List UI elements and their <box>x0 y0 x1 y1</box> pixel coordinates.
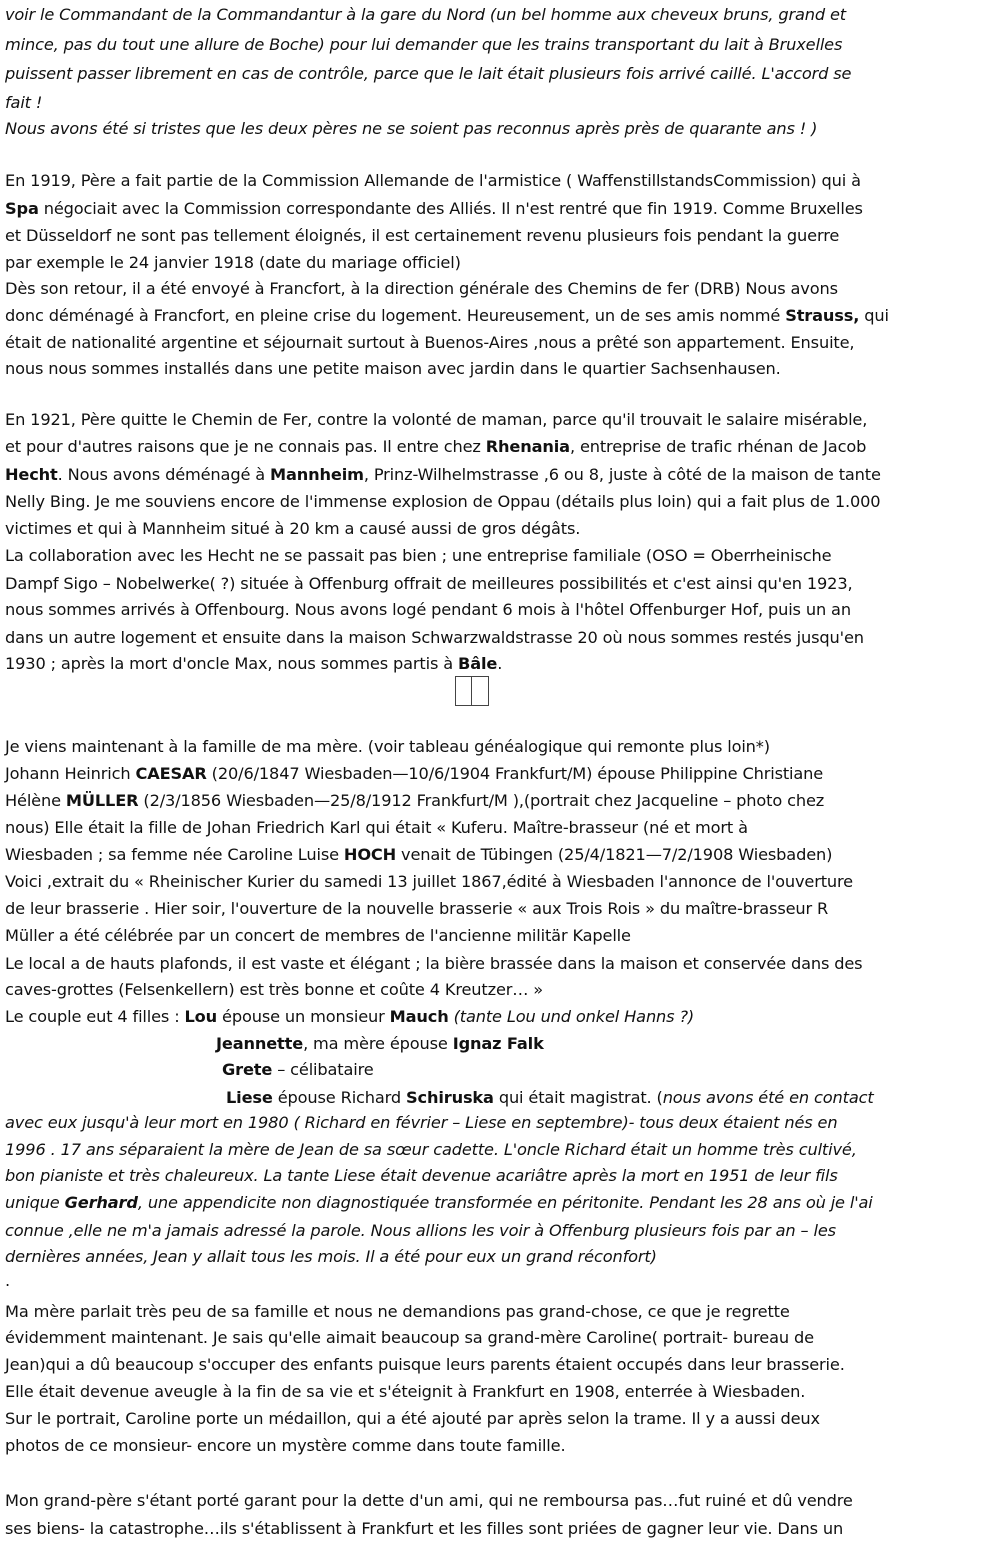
text-line: par exemple le 24 janvier 1918 (date du mariage officiel) <box>5 253 461 272</box>
text-line: fait ! <box>5 93 43 112</box>
text-line: Ma mère parlait très peu de sa famille et nous ne demandions pas grand-chose, ce que je regrette <box>5 1302 790 1321</box>
text-line: Nous avons été si tristes que les deux pères ne se soient pas reconnus après près de quarante ans ! ) <box>5 119 818 138</box>
bold-name: HOCH <box>343 845 397 864</box>
bold-name: Grete <box>222 1060 273 1079</box>
text-line: photos de ce monsieur- encore un mystère comme dans toute famille. <box>5 1436 566 1455</box>
text-line: Jean)qui a dû beaucoup s'occuper des enfants puisque leurs parents étaient occupés dans leur brasserie. <box>5 1355 845 1374</box>
text-line: caves-grottes (Felsenkellern) est très bonne et coûte 4 Kreutzer… » <box>5 980 544 999</box>
bold-name: Schiruska <box>406 1088 494 1107</box>
text-line: Le local a de hauts plafonds, il est vaste et élégant ; la bière brassée dans la maison et conservée dans des <box>5 954 863 973</box>
text-line: avec eux jusqu'à leur mort en 1980 ( Richard en février – Liese en septembre)- tous deux étaient nés en <box>5 1113 838 1132</box>
text-line: de leur brasserie . Hier soir, l'ouverture de la nouvelle brasserie « aux Trois Rois » du maître-brasseur R <box>5 899 829 918</box>
text-line: Liese épouse Richard Schiruska qui était magistrat. (nous avons été en contact <box>226 1088 874 1107</box>
bold-name: MÜLLER <box>65 791 139 810</box>
text-line: nous) Elle était la fille de Johan Friedrich Karl qui était « Kuferu. Maître-brasseur (né et mort à <box>5 818 748 837</box>
text-line: dernières années, Jean y allait tous les mois. Il a été pour eux un grand réconfort) <box>5 1247 657 1266</box>
bold-name: Jeannette <box>216 1034 304 1053</box>
text-line: 1930 ; après la mort d'oncle Max, nous sommes partis à Bâle. <box>5 654 503 673</box>
text-line: bon pianiste et très chaleureux. La tante Liese était devenue acariâtre après la mort en 1951 de leur fils <box>5 1166 838 1185</box>
bold-name: Mannheim <box>270 465 364 484</box>
text-line: était de nationalité argentine et séjournait surtout à Buenos-Aires ,nous a prêté son appartement. Ensuite, <box>5 333 855 352</box>
text-line: Jeannette, ma mère épouse Ignaz Falk <box>216 1034 544 1053</box>
text-line: Le couple eut 4 filles : Lou épouse un monsieur Mauch (tante Lou und onkel Hanns ?) <box>5 1007 695 1026</box>
text-line: Grete – célibataire <box>222 1060 374 1079</box>
text-line: mince, pas du tout une allure de Boche) pour lui demander que les trains transportant du lait à Bruxelles <box>5 35 843 54</box>
text-line: . <box>5 1271 10 1290</box>
bold-name: Mauch <box>389 1007 449 1026</box>
text-line: nous nous sommes installés dans une petite maison avec jardin dans le quartier Sachsenhausen. <box>5 359 781 378</box>
text-line: Elle était devenue aveugle à la fin de sa vie et s'éteignit à Frankfurt en 1908, enterrée à Wiesbaden. <box>5 1382 806 1401</box>
text-line: Dampf Sigo – Nobelwerke( ?) située à Offenburg offrait de meilleures possibilités et c'est ainsi qu'en 1923, <box>5 574 853 593</box>
text-line: La collaboration avec les Hecht ne se passait pas bien ; une entreprise familiale (OSO = Oberrheinische <box>5 546 832 565</box>
section-separator-box <box>455 676 489 706</box>
bold-name: Rhenania <box>485 437 570 456</box>
text-line: nous sommes arrivés à Offenbourg. Nous avons logé pendant 6 mois à l'hôtel Offenburger Hof, puis un an <box>5 600 851 619</box>
text-line: et pour d'autres raisons que je ne connais pas. Il entre chez Rhenania, entreprise de trafic rhénan de Jacob <box>5 437 867 456</box>
text-line: donc déménagé à Francfort, en pleine crise du logement. Heureusement, un de ses amis nommé Strauss, qui <box>5 306 889 325</box>
bold-name: Gerhard <box>64 1193 138 1212</box>
text-line: puissent passer librement en cas de contrôle, parce que le lait était plusieurs fois arrivé caillé. L'accord se <box>5 64 852 83</box>
text-line: dans un autre logement et ensuite dans la maison Schwarzwaldstrasse 20 où nous sommes restés jusqu'en <box>5 628 864 647</box>
text-line: Nelly Bing. Je me souviens encore de l'immense explosion de Oppau (détails plus loin) qui a fait plus de 1.000 <box>5 492 881 511</box>
text-line: évidemment maintenant. Je sais qu'elle aimait beaucoup sa grand-mère Caroline( portrait- bureau de <box>5 1328 814 1347</box>
text-line: victimes et qui à Mannheim situé à 20 km a causé aussi de gros dégâts. <box>5 519 581 538</box>
text-line: Sur le portrait, Caroline porte un médaillon, qui a été ajouté par après selon la trame. Il y a aussi deux <box>5 1409 820 1428</box>
text-line: Dès son retour, il a été envoyé à Francfort, à la direction générale des Chemins de fer (DRB) Nous avons <box>5 279 838 298</box>
text-line: En 1919, Père a fait partie de la Commission Allemande de l'armistice ( WaffenstillstandsCommission) qui à <box>5 171 861 190</box>
text-line: En 1921, Père quitte le Chemin de Fer, contre la volonté de maman, parce qu'il trouvait le salaire misérable, <box>5 410 868 429</box>
bold-name: Ignaz Falk <box>452 1034 544 1053</box>
text-line: unique Gerhard, une appendicite non diagnostiquée transformée en péritonite. Pendant les 28 ans où je l'ai <box>5 1193 873 1212</box>
text-line: Hélène MÜLLER (2/3/1856 Wiesbaden—25/8/1912 Frankfurt/M ),(portrait chez Jacqueline – photo chez <box>5 791 825 810</box>
text-line: Voici ,extrait du « Rheinischer Kurier du samedi 13 juillet 1867,édité à Wiesbaden l'annonce de l'ouverture <box>5 872 853 891</box>
text-line: Je viens maintenant à la famille de ma mère. (voir tableau généalogique qui remonte plus loin*) <box>5 737 770 756</box>
text-line: ses biens- la catastrophe…ils s'établissent à Frankfurt et les filles sont priées de gagner leur vie. Dans un <box>5 1519 844 1538</box>
text-line: connue ,elle ne m'a jamais adressé la parole. Nous allions les voir à Offenburg plusieurs fois par an – les <box>5 1221 836 1240</box>
text-line: Wiesbaden ; sa femme née Caroline Luise HOCH venait de Tübingen (25/4/1821—7/2/1908 Wiesbaden) <box>5 845 833 864</box>
text-line: Mon grand-père s'étant porté garant pour la dette d'un ami, qui ne remboursa pas…fut ruiné et dû vendre <box>5 1491 853 1510</box>
bold-name: Spa <box>5 199 39 218</box>
text-line: 1996 . 17 ans séparaient la mère de Jean de sa sœur cadette. L'oncle Richard était un homme très cultivé, <box>5 1140 857 1159</box>
bold-name: CAESAR <box>135 764 207 783</box>
text-line: Johann Heinrich CAESAR (20/6/1847 Wiesbaden—10/6/1904 Frankfurt/M) épouse Philippine Christiane <box>5 764 824 783</box>
bold-name: Strauss, <box>785 306 860 325</box>
text-line: et Düsseldorf ne sont pas tellement éloignés, il est certainement revenu plusieurs fois pendant la guerre <box>5 226 840 245</box>
text-line: Müller a été célébrée par un concert de membres de l'ancienne militär Kapelle <box>5 926 631 945</box>
text-line: Spa négociait avec la Commission correspondante des Alliés. Il n'est rentré que fin 1919. Comme Bruxelles <box>5 199 863 218</box>
bold-name: Liese <box>226 1088 273 1107</box>
bold-name: Lou <box>184 1007 218 1026</box>
text-line: Hecht. Nous avons déménagé à Mannheim, Prinz-Wilhelmstrasse ,6 ou 8, juste à côté de la maison de tante <box>5 465 881 484</box>
text-line: voir le Commandant de la Commandantur à la gare du Nord (un bel homme aux cheveux bruns, grand et <box>5 5 847 24</box>
bold-name: Bâle <box>458 654 498 673</box>
bold-name: Hecht <box>5 465 58 484</box>
